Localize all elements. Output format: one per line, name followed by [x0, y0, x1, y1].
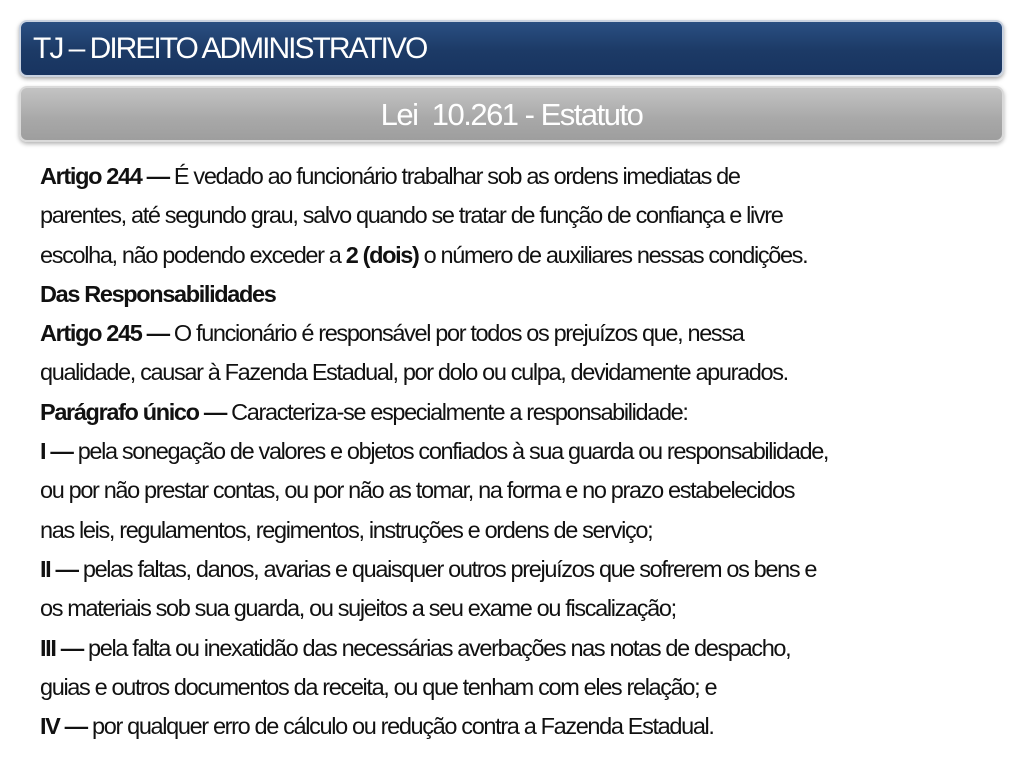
article-heading: Artigo 245 —	[40, 320, 169, 347]
line-text: qualidade, causar à Fazenda Estadual, por dolo ou culpa, devidamente apurados.	[40, 359, 788, 386]
text-line	[40, 314, 1000, 353]
text-line	[40, 236, 1000, 275]
item-numeral: II —	[40, 555, 78, 582]
text-line	[40, 393, 1000, 432]
slide-subtitle: Lei 10.261 - Estatuto	[380, 97, 643, 132]
text-line	[40, 157, 1000, 196]
inline-bold-text: 2 (dois)	[345, 241, 419, 268]
text-line	[40, 353, 1000, 392]
item-numeral: IV —	[40, 713, 87, 740]
line-text: por qualquer erro de cálculo ou redução contra a Fazenda Estadual.	[86, 713, 714, 740]
text-line	[40, 589, 1000, 628]
line-text: pela sonegação de valores e objetos confiados à sua guarda ou responsabilidade,	[72, 438, 829, 465]
line-text: pela falta ou inexatidão das necessárias averbações nas notas de despacho,	[82, 634, 791, 661]
line-text-after: o número de auxiliares nessas condições.	[418, 241, 808, 268]
line-text: É vedado ao funcionário trabalhar sob as ordens imediatas de	[168, 163, 740, 189]
item-numeral: III —	[40, 634, 83, 661]
line-text: ou por não prestar contas, ou por não as tomar, na forma e no prazo estabelecidos	[40, 477, 795, 504]
text-line	[40, 668, 1000, 707]
line-text: Caracteriza-se especialmente a responsabilidade:	[225, 398, 688, 425]
subtitle-bar	[19, 86, 1004, 142]
text-line	[40, 550, 1000, 589]
text-line	[40, 432, 1000, 471]
line-text: nas leis, regulamentos, regimentos, instruções e ordens de serviço;	[40, 516, 653, 543]
line-text: escolha, não podendo exceder a	[40, 241, 346, 268]
text-line	[40, 471, 1000, 510]
line-text: parentes, até segundo grau, salvo quando se tratar de função de confiança e livre	[40, 202, 783, 229]
line-text: guias e outros documentos da receita, ou que tenham com eles relação; e	[40, 673, 717, 700]
text-line	[40, 196, 1000, 235]
paragraph-heading: Parágrafo único —	[40, 398, 226, 425]
line-text: O funcionário é responsável por todos os prejuízos que, nessa	[168, 320, 744, 347]
slide-title: TJ – DIREITO ADMINISTRATIVO	[33, 32, 427, 65]
text-line	[40, 707, 1000, 746]
text-line	[40, 629, 1000, 668]
article-heading: Artigo 244 —	[40, 163, 169, 189]
item-numeral: I —	[40, 438, 73, 465]
text-line	[40, 275, 1000, 314]
title-bar	[19, 20, 1004, 77]
text-line	[40, 511, 1000, 550]
section-heading: Das Responsabilidades	[40, 280, 276, 307]
slide-body	[40, 157, 1000, 746]
line-text: os materiais sob sua guarda, ou sujeitos a seu exame ou fiscalização;	[40, 595, 676, 622]
line-text: pelas faltas, danos, avarias e quaisquer outros prejuízos que sofrerem os bens e	[77, 555, 817, 582]
